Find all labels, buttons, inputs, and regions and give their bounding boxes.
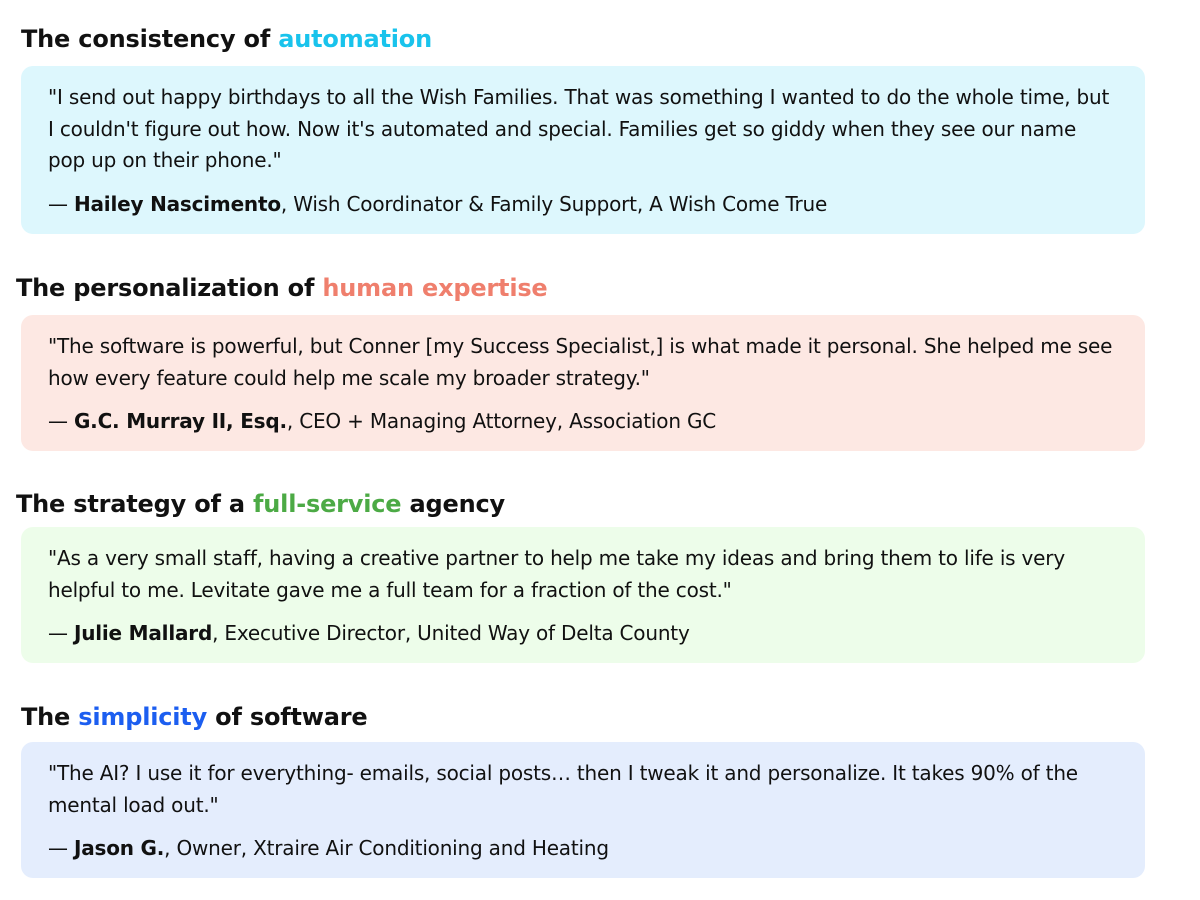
heading-text: The consistency of <box>21 25 279 53</box>
attribution-name: G.C. Murray II, Esq. <box>73 409 287 433</box>
attribution-role: , Executive Director, United Way of Delta County <box>212 621 690 645</box>
heading-text-end: of software <box>207 703 368 731</box>
testimonial-quote: "I send out happy birthdays to all the Wish Families. That was something I wanted to do the whole time, but I couldn't figure out how. Now it's automated and special. Families get so giddy when they see our name pop up on their phone." <box>48 85 1110 172</box>
heading-highlight: human expertise <box>322 274 548 302</box>
section-heading <box>16 489 505 519</box>
heading-text-end: agency <box>401 490 505 518</box>
section-heading <box>16 273 548 303</box>
attribution-role: , Owner, Xtraire Air Conditioning and Heating <box>164 836 609 860</box>
heading-text: The personalization of <box>16 274 323 302</box>
testimonial-quote: "The software is powerful, but Conner [my Success Specialist,] is what made it personal. She helped me see how every feature could help me scale my broader strategy." <box>48 334 1113 390</box>
attribution-dash: — <box>48 836 74 860</box>
attribution-dash: — <box>48 191 74 216</box>
heading-text: The strategy of a <box>16 490 254 518</box>
heading-text: The <box>21 703 79 731</box>
attribution-dash: — <box>48 621 74 645</box>
attribution-name: Julie Mallard <box>73 621 213 645</box>
attribution-dash: — <box>48 409 74 433</box>
testimonial-attribution <box>48 406 1119 437</box>
attribution-role: , CEO + Managing Attorney, Association GC <box>286 409 717 433</box>
section-heading <box>21 702 367 732</box>
testimonial-card <box>21 66 1145 234</box>
testimonial-quote: "As a very small staff, having a creative partner to help me take my ideas and bring them to life is very helpful to me. Levitate gave me a full team for a fraction of the cost." <box>48 546 1065 602</box>
testimonial-attribution <box>48 833 1119 864</box>
heading-highlight: full-service <box>253 490 402 518</box>
attribution-role: , Wish Coordinator & Family Support, A Wish Come True <box>280 191 828 216</box>
testimonial-attribution <box>48 189 1119 220</box>
heading-highlight: simplicity <box>78 703 208 731</box>
attribution-name: Hailey Nascimento <box>73 191 281 216</box>
attribution-name: Jason G. <box>73 836 165 860</box>
testimonial-card <box>21 742 1145 878</box>
testimonial-card <box>21 315 1145 451</box>
heading-highlight: automation <box>278 25 432 53</box>
section-heading <box>21 24 432 54</box>
testimonial-card <box>21 527 1145 663</box>
testimonial-quote: "The AI? I use it for everything- emails, social posts… then I tweak it and personalize. It takes 90% of the mental load out." <box>48 761 1078 817</box>
testimonial-attribution <box>48 618 1119 649</box>
